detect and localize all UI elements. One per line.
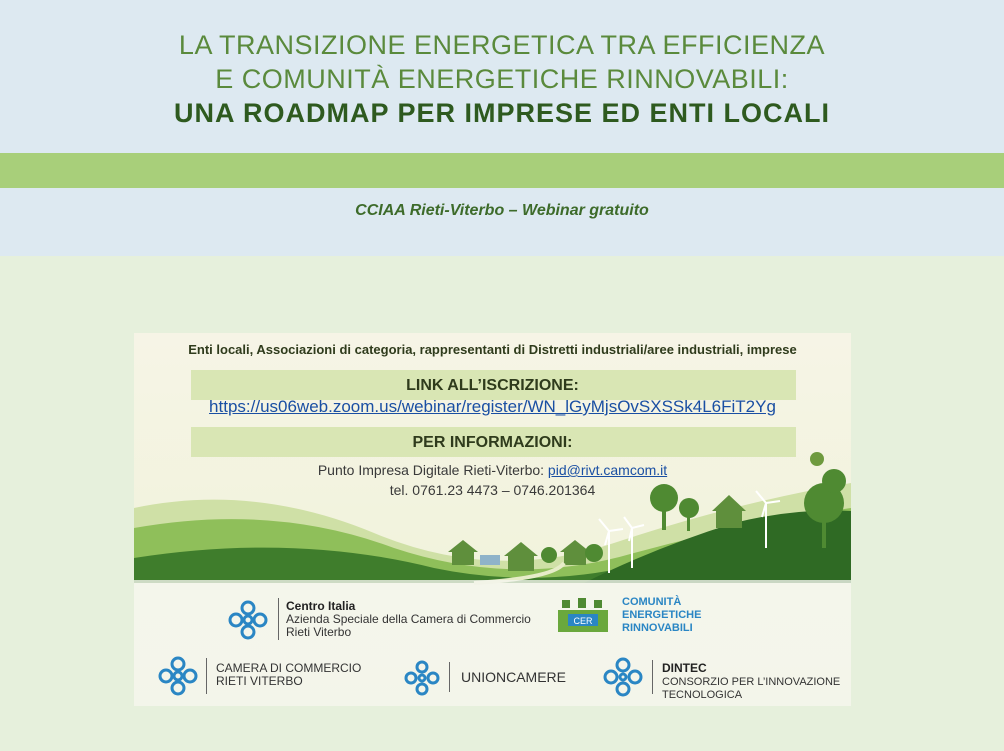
link-label: LINK ALL’ISCRIZIONE: [406,377,579,394]
audience-text: Enti locali, Associazioni di categoria, rappresentanti di Distretti industriali/aree industriali, imprese [188,342,797,357]
divider [278,598,279,640]
green-stripe [0,153,1004,188]
dintec-logo-icon [602,656,644,698]
logos-strip [134,580,851,706]
cer-logo: COMUNITÀ ENERGETICHE RINNOVABILI [622,596,702,634]
centro-italia-logo: Centro Italia Azienda Speciale della Camera di Commercio Rieti Viterbo [286,599,531,639]
camera-commercio-logo-icon [156,654,200,698]
title-line-3: UNA ROADMAP PER IMPRESE ED ENTI LOCALI [173,98,831,128]
info-phone: tel. 0761.23 4473 – 0746.201364 [389,482,596,498]
centro-italia-logo-icon [226,598,270,642]
cer-logo-icon [556,596,610,640]
subtitle-band [0,188,1004,256]
divider [652,660,653,694]
dintec-logo: DINTEC CONSORZIO PER L’INNOVAZIONE TECNOLOGICA [662,661,841,701]
unioncamere-logo: UNIONCAMERE [461,669,567,685]
registration-link[interactable]: https://us06web.zoom.us/webinar/register/WN_lGyMjsOvSXSSk4L6FiT2Yg [209,397,776,416]
unioncamere-logo-icon [402,658,442,698]
title-line-1: LA TRANSIZIONE ENERGETICA TRA EFFICIENZA [178,30,826,60]
divider [206,658,207,694]
info-line-1 [134,462,851,478]
subtitle: CCIAA Rieti-Viterbo – Webinar gratuito [355,202,649,219]
divider [449,662,450,692]
info-email-link[interactable]: pid@rivt.camcom.it [547,462,668,478]
title-line-2: E COMUNITÀ ENERGETICHE RINNOVABILI: [215,64,789,94]
info-prefix: Punto Impresa Digitale Rieti-Viterbo: [317,462,548,478]
cer-badge: CER [573,616,593,626]
camera-commercio-logo: CAMERA DI COMMERCIO RIETI VITERBO [216,661,362,688]
event-card [134,333,851,706]
info-label: PER INFORMAZIONI: [412,434,573,451]
